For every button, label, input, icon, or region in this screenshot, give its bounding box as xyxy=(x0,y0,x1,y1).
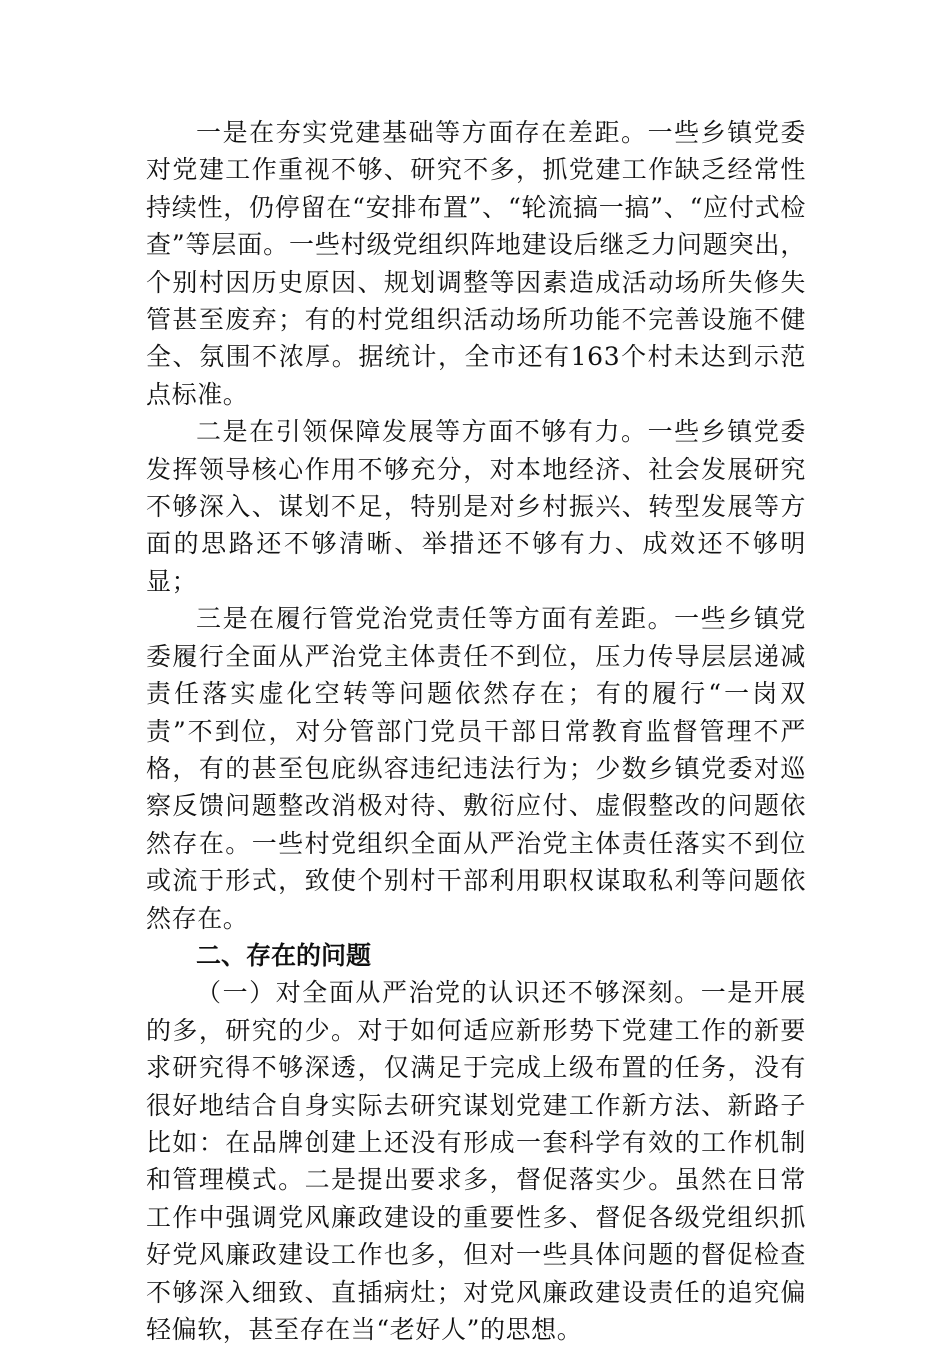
paragraph-development-leadership: 二是在引领保障发展等方面不够有力。一些乡镇党委发挥领导核心作用不够充分，对本地经济、社会发展研究不够深入、谋划不足，特别是对乡村振兴、转型发展等方面的思路还不够清晰、举措还不够有力、成效还不够明显； xyxy=(146,417,806,596)
paragraph-foundation-gap: 一是在夯实党建基础等方面存在差距。一些乡镇党委对党建工作重视不够、研究不多，抓党建工作缺乏经常性持续性，仍停留在“安排布置”、“轮流搞一搞”、“应付式检查”等层面。一些村级党组织阵地建设后继乏力问题突出，个别村因历史原因、规划调整等因素造成活动场所失修失管甚至废弃；有的村党组织活动场所功能不完善设施不健全、氛围不浓厚。据统计，全市还有163个村未达到示范点标准。 xyxy=(146,118,806,409)
section-heading-existing-problems: 二、存在的问题 xyxy=(196,940,372,970)
paragraph-party-governance-responsibility: 三是在履行管党治党责任等方面有差距。一些乡镇党委履行全面从严治党主体责任不到位，压力传导层层递减责任落实虚化空转等问题依然存在；有的履行“一岗双责”不到位，对分管部门党员干部日常教育监督管理不严格，有的甚至包庇纵容违纪违法行为；少数乡镇党委对巡察反馈问题整改消极对待、敷衍应付、虚假整改的问题依然存在。一些村党组织全面从严治党主体责任落实不到位或流于形式，致使个别村干部利用职权谋取私利等问题依然存在。 xyxy=(146,604,806,933)
paragraph-understanding-not-deep: （一）对全面从严治党的认识还不够深刻。一是开展的多，研究的少。对于如何适应新形势下党建工作的新要求研究得不够深透，仅满足于完成上级布置的任务，没有很好地结合自身实际去研究谋划党建工作新方法、新路子比如：在品牌创建上还没有形成一套科学有效的工作机制和管理模式。二是提出要求多，督促落实少。虽然在日常工作中强调党风廉政建设的重要性多、督促各级党组织抓好党风廉政建设工作也多，但对一些具体问题的督促检查不够深入细致、直插病灶；对党风廉政建设责任的追究偏轻偏软，甚至存在当“老好人”的思想。 xyxy=(146,978,806,1344)
document-body xyxy=(146,114,806,1348)
